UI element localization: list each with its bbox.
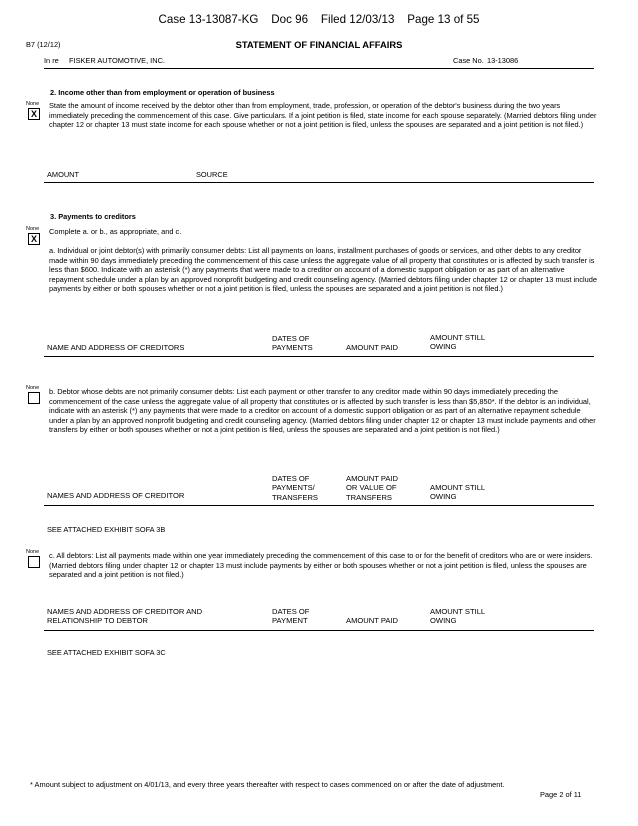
section-3c-none-checkbox[interactable] [28,556,40,568]
section-3b-rule [44,505,594,506]
section-3a-rule [44,356,594,357]
section-2-none-checkbox[interactable]: X [28,108,40,120]
col-source: SOURCE [196,170,228,179]
col-amount-paid: AMOUNT PAID [346,616,399,625]
section-3-intro: Complete a. or b., as appropriate, and c. [49,227,182,236]
col-amount-paid: AMOUNT PAID [346,343,399,352]
footnote: * Amount subject to adjustment on 4/01/13, and every three years thereafter with respect to cases commenced on or after the date of adjustment. [30,780,505,789]
section-3b-text: b. Debtor whose debts are not primarily consumer debts: List each payment or other transfer to any creditor made within 90 days immediately preceding the commencement of the case unless the aggregate value of all property that constitutes or is affected by such transfer is less than $5,850*. If the debtor is an individual, indicate with an asterisk (*) any payments that were made to a creditor on account of a domestic support obligation or as part of an alternative repayment schedule under a plan by an approved nonprofit budgeting and credit counseling agency. (Married debtors filing under chapter 12 or chapter 13 must include payments and other transfers by either or both spouses whether or not a joint petition is filed, unless the spouses are separated and a joint petition is not filed.) [49,387,596,435]
court-filing-header: Case 13-13087-KG Doc 96 Filed 12/03/13 Page 13 of 55 [158,13,480,26]
col-amount-owing: AMOUNT STILL OWING [430,483,486,502]
page-number: Page 2 of 11 [540,790,582,799]
col-name-address: NAME AND ADDRESS OF CREDITORS [47,343,185,352]
case-no-label: Case No. [453,56,484,65]
case-number: 13-13086 [487,56,519,65]
none-label: None [26,385,40,391]
section-3b-exhibit: SEE ATTACHED EXHIBIT SOFA 3B [47,525,166,534]
form-id: B7 (12/12) [26,40,61,49]
section-3c-rule [44,630,594,631]
col-dates: DATES OF PAYMENTS [272,334,313,353]
col-dates: DATES OF PAYMENTS/ TRANSFERS [272,474,318,502]
section-2-heading: 2. Income other than from employment or operation of business [50,88,275,97]
section-2-rule [44,182,594,183]
col-dates: DATES OF PAYMENT [272,607,310,626]
section-3c-exhibit: SEE ATTACHED EXHIBIT SOFA 3C [47,648,166,657]
col-name-address: NAMES AND ADDRESS OF CREDITOR AND RELATIONSHIP TO DEBTOR [47,607,203,626]
section-3-heading: 3. Payments to creditors [50,212,136,221]
in-re-label: In re [44,56,59,65]
section-3a-text: a. Individual or joint debtor(s) with primarily consumer debts: List all payments on loans, installment purchases of goods or services, and other debts to any creditor made within 90 days immediately preceding the commencement of this case unless the aggregate value of all property that constitutes or is affected by such transfer is less than $600. Indicate with an asterisk (*) any payments that were made to a creditor on account of a domestic support obligation or as part of an alternative repayment schedule under a plan by an approved nonprofit budgeting and credit counseling agency. (Married debtors filing under chapter 12 or chapter 13 must include payments by either or both spouses whether or not a joint petition is filed, unless the spouses are separated and a joint petition is not filed.) [49,246,597,294]
col-name-address: NAMES AND ADDRESS OF CREDITOR [47,491,185,500]
col-amount-owing: AMOUNT STILL OWING [430,333,486,352]
col-amount-owing: AMOUNT STILL OWING [430,607,486,626]
none-label: None [26,101,40,107]
none-label: None [26,549,40,555]
form-title: STATEMENT OF FINANCIAL AFFAIRS [235,39,403,50]
section-2-text: State the amount of income received by the debtor other than from employment, trade, profession, or operation of the debtor's business during the two years immediately preceding the commencement of this case. Give particulars. If a joint petition is filed, state income for each spouse separately. (Married debtors filing under chapter 12 or chapter 13 must state income for each spouse whether or not a joint petition is filed, unless the spouses are separated and a joint petition is not filed.) [49,101,597,130]
section-3-none-checkbox[interactable]: X [28,233,40,245]
debtor-name: FISKER AUTOMOTIVE, INC. [69,56,165,65]
col-amount: AMOUNT [47,170,80,179]
header-rule [44,68,594,69]
col-amount-paid: AMOUNT PAID OR VALUE OF TRANSFERS [346,474,399,502]
section-3c-text: c. All debtors: List all payments made within one year immediately preceding the commencement of this case to or for the benefit of creditors who are or were insiders. (Married debtors filing under chapter 12 or chapter 13 must include payments by either or both spouses whether or not a joint petition is filed, unless the spouses are separated and a joint petition is not filed.) [49,551,593,580]
none-label: None [26,226,40,232]
section-3b-none-checkbox[interactable] [28,392,40,404]
